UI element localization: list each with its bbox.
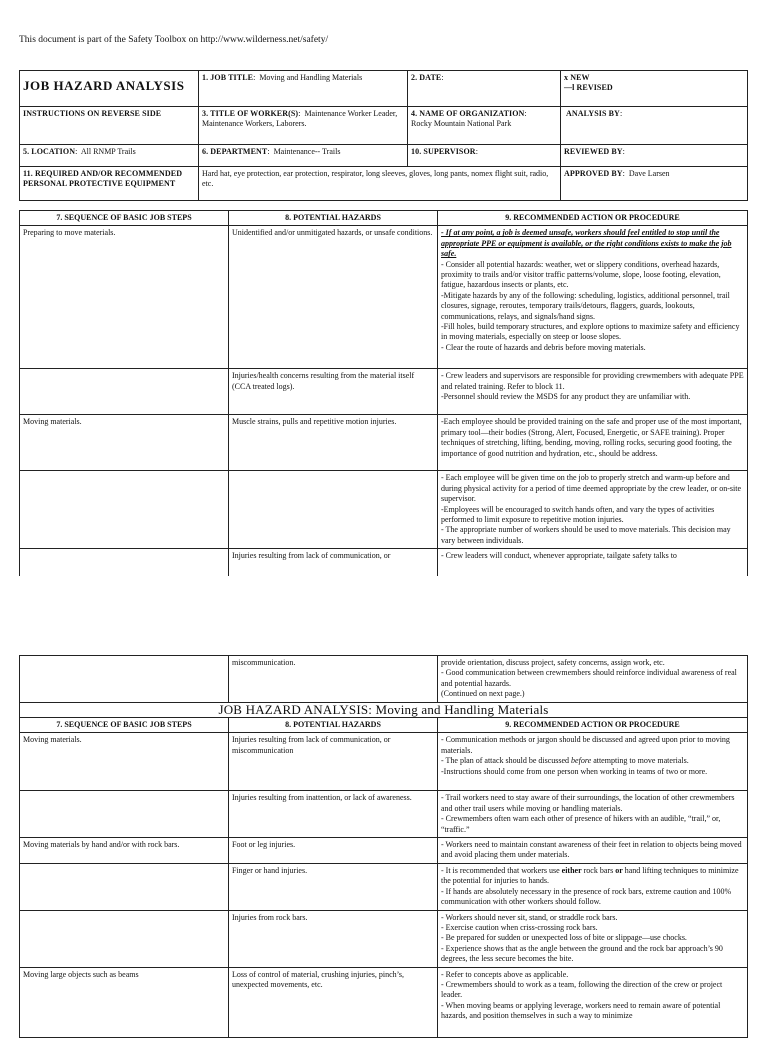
section-banner: JOB HAZARD ANALYSIS: Moving and Handling Materials	[20, 702, 748, 717]
step-cell: Moving materials.	[20, 733, 229, 791]
hazard-cell: miscommunication.	[229, 656, 438, 703]
action-cell: -Each employee should be provided training on the safe and proper use of the most important, primary tool—their bodies (Strong, Alert, Focused, Energetic, or SAFE training). Proper techniques of stretching, lifting, bending, moving, rolling rocks, securing good footing, the importance of good nutrition and hydration, etc., should be address.	[438, 415, 748, 471]
hazard-cell: Injuries/health concerns resulting from the material itself (CCA treated logs).	[229, 369, 438, 415]
action-text: - Consider all potential hazards: weather, wet or slippery conditions, overhead hazards, proximity to trails and/or visitor traffic patterns/volume, slope, loose footing, elevation, fatigue, hazardous insects or plants, etc. -Mitigate hazards by any of the following: scheduling, logistics, additional personnel, trail closures, signage, reroutes, temporary trails/detours, flaggers, guards, lookouts, communications, relays, and signals/hand signs. -Fill holes, build temporary structures, and explore options to maximize safety and efficiency in moving materials, especially on steep or loose slopes. - Clear the route of hazards and debris before moving materials.	[441, 259, 740, 352]
action-cell: - Crew leaders and supervisors are responsible for providing crewmembers with adequate PPE and related training. Refer to block 11. -Personnel should review the MSDS for any product they are unfamiliar with.	[438, 369, 748, 415]
action-cell: - Trail workers need to stay aware of their surroundings, the location of other crewmembers and other trail users while moving or handling materials. - Crewmembers often warn each other of presence of hikers with an audible, “trail,” or, “traffic.”	[438, 791, 748, 838]
approved-by-value: Dave Larsen	[628, 169, 670, 178]
action-cell: - Crew leaders will conduct, whenever appropriate, tailgate safety talks to	[438, 549, 748, 589]
action-cell: - It is recommended that workers use either rock bars or hand lifting techniques to minimize the potential for injuries to hands. - If hands are absolutely necessary in the presence of rock bars, extreme caution and 100% communication with other workers should follow.	[438, 863, 748, 910]
col-header-steps: 7. SEQUENCE OF BASIC JOB STEPS	[20, 211, 229, 226]
action-cell: - Each employee will be given time on the job to properly stretch and warm-up before and during physical activity for a period of time deemed appropriate by the crew leader, or on-site supervisor. -Employees will be encouraged to switch hands often, and vary the types of activities performed to limit exposure to repetitive motion injuries. - The appropriate number of workers should be used to move materials. This decision may vary between individuals.	[438, 471, 748, 549]
hazard-cell: Injuries resulting from lack of communication, or	[229, 549, 438, 589]
action-cell: - Communication methods or jargon should be discussed and agreed upon prior to moving materials. - The plan of attack should be discussed before attempting to move materials. -Instructions should come from one person when working in teams of two or more.	[438, 733, 748, 791]
col-header-hazards: 8. POTENTIAL HAZARDS	[229, 211, 438, 226]
hazard-cell: Foot or leg injuries.	[229, 838, 438, 864]
col-header-actions: 9. RECOMMENDED ACTION OR PROCEDURE	[438, 211, 748, 226]
ppe-value: Hard hat, eye protection, ear protection, respirator, long sleeves, gloves, long pants, nomex flight suit, radio, etc.	[199, 167, 561, 201]
date-label: 2. DATE	[411, 73, 442, 82]
org-label: 4. NAME OF ORGANIZATION	[411, 109, 525, 118]
step-cell	[20, 369, 229, 415]
step-cell: Preparing to move materials.	[20, 226, 229, 369]
action-lead: - If at any point, a job is deemed unsafe, workers should feel entitled to stop until the appropriate PPE or equipment is available, or the right conditions exists to make the job safe.	[441, 228, 732, 259]
col-header-actions: 9. RECOMMENDED ACTION OR PROCEDURE	[438, 718, 748, 733]
location-label: 5. LOCATION	[23, 147, 76, 156]
page-break	[0, 576, 768, 654]
department-label: 6. DEPARTMENT	[202, 147, 268, 156]
hazard-cell: Unidentified and/or unmitigated hazards, or unsafe conditions.	[229, 226, 438, 369]
job-title-value: Moving and Handling Materials	[259, 73, 363, 82]
approved-by-label: APPROVED BY	[564, 169, 623, 178]
action-cell	[438, 226, 748, 369]
ppe-label: 11. REQUIRED AND/OR RECOMMENDED PERSONAL PROTECTIVE EQUIPMENT	[20, 167, 199, 201]
hazard-cell: Finger or hand injuries.	[229, 863, 438, 910]
action-cell: - Workers should never sit, stand, or straddle rock bars. - Exercise caution when criss-crossing rock bars. - Be prepared for sudden or unexpected loss of bite or slippage—use chocks. - Experience shows that as the angle between the ground and the rock bar approach’s 90 degrees, the less secure becomes the bite.	[438, 910, 748, 967]
reviewed-by-label: REVIEWED BY	[564, 147, 623, 156]
hazard-cell: Injuries resulting from lack of communication, or miscommunication	[229, 733, 438, 791]
worker-title-label: 3. TITLE OF WORKER(S)	[202, 109, 299, 118]
supervisor-label: 10. SUPERVISOR	[411, 147, 476, 156]
action-cell: - Refer to concepts above as applicable. - Crewmembers should to work as a team, following the direction of the crew or project leader. - When moving beams or applying leverage, workers need to remain aware of potential hazards, and position themselves in such a way to minimize	[438, 967, 748, 1037]
status-revised: —l REVISED	[564, 83, 613, 93]
location-value: All RNMP Trails	[80, 147, 136, 156]
col-header-steps: 7. SEQUENCE OF BASIC JOB STEPS	[20, 718, 229, 733]
jha-header-form: JOB HAZARD ANALYSIS 1. JOB TITLE: Moving and Handling Materials 2. DATE: x NEW —l REVISED INSTRUCTIONS ON REVERSE SIDE 3. TITLE OF WORKER(S): Maintenance Worker Leader, Maintenance Workers, Laborers. 4. NAME OF ORGANIZATION: Rocky Mountain National Park ANALYSIS BY: 5. LOCATION: All RNMP Trails 6. DEPARTMENT: Maintenance-- Trails 10. SUPERVISOR: REVIEWED BY: 11. REQUIRED AND/OR RECOMMENDED PERSONAL PROTECTIVE EQUIPMENT Hard hat, eye protection, ear protection, respirator, long sleeves, gloves, long pants, nomex flight suit, radio, etc. APPROVED BY: Dave Larsen	[19, 70, 748, 201]
step-cell: Moving materials by hand and/or with rock bars.	[20, 838, 229, 864]
step-cell: Moving large objects such as beams	[20, 967, 229, 1037]
hazard-cell	[229, 471, 438, 549]
analysis-by-label: ANALYSIS BY	[566, 109, 620, 118]
action-cell: provide orientation, discuss project, safety concerns, assign work, etc. - Good communication between crewmembers should reinforce individual awareness of real and potential hazards. (Continued on next page.)	[438, 656, 748, 703]
step-cell	[20, 910, 229, 967]
steps-table-page1	[19, 210, 748, 589]
step-cell	[20, 863, 229, 910]
worker-title-value: Maintenance Worker Leader, Maintenance Workers, Laborers.	[202, 109, 398, 129]
department-value: Maintenance-- Trails	[273, 147, 341, 156]
job-title-label: 1. JOB TITLE	[202, 73, 254, 82]
source-note: This document is part of the Safety Toolbox on http://www.wilderness.net/safety/	[19, 35, 329, 45]
instructions-note: INSTRUCTIONS ON REVERSE SIDE	[20, 107, 199, 145]
form-title: JOB HAZARD ANALYSIS	[20, 71, 199, 107]
org-value: Rocky Mountain National Park	[411, 119, 512, 129]
hazard-cell: Loss of control of material, crushing injuries, pinch’s, unexpected movements, etc.	[229, 967, 438, 1037]
step-cell	[20, 471, 229, 549]
col-header-hazards: 8. POTENTIAL HAZARDS	[229, 718, 438, 733]
hazard-cell: Injuries from rock bars.	[229, 910, 438, 967]
status-new: x NEW	[564, 73, 590, 82]
step-cell	[20, 791, 229, 838]
hazard-cell: Injuries resulting from inattention, or lack of awareness.	[229, 791, 438, 838]
hazard-cell: Muscle strains, pulls and repetitive motion injuries.	[229, 415, 438, 471]
action-cell: - Workers need to maintain constant awareness of their feet in relation to objects being moved and avoid placing them under materials.	[438, 838, 748, 864]
step-cell: Moving materials.	[20, 415, 229, 471]
steps-table-page2	[19, 655, 748, 1038]
